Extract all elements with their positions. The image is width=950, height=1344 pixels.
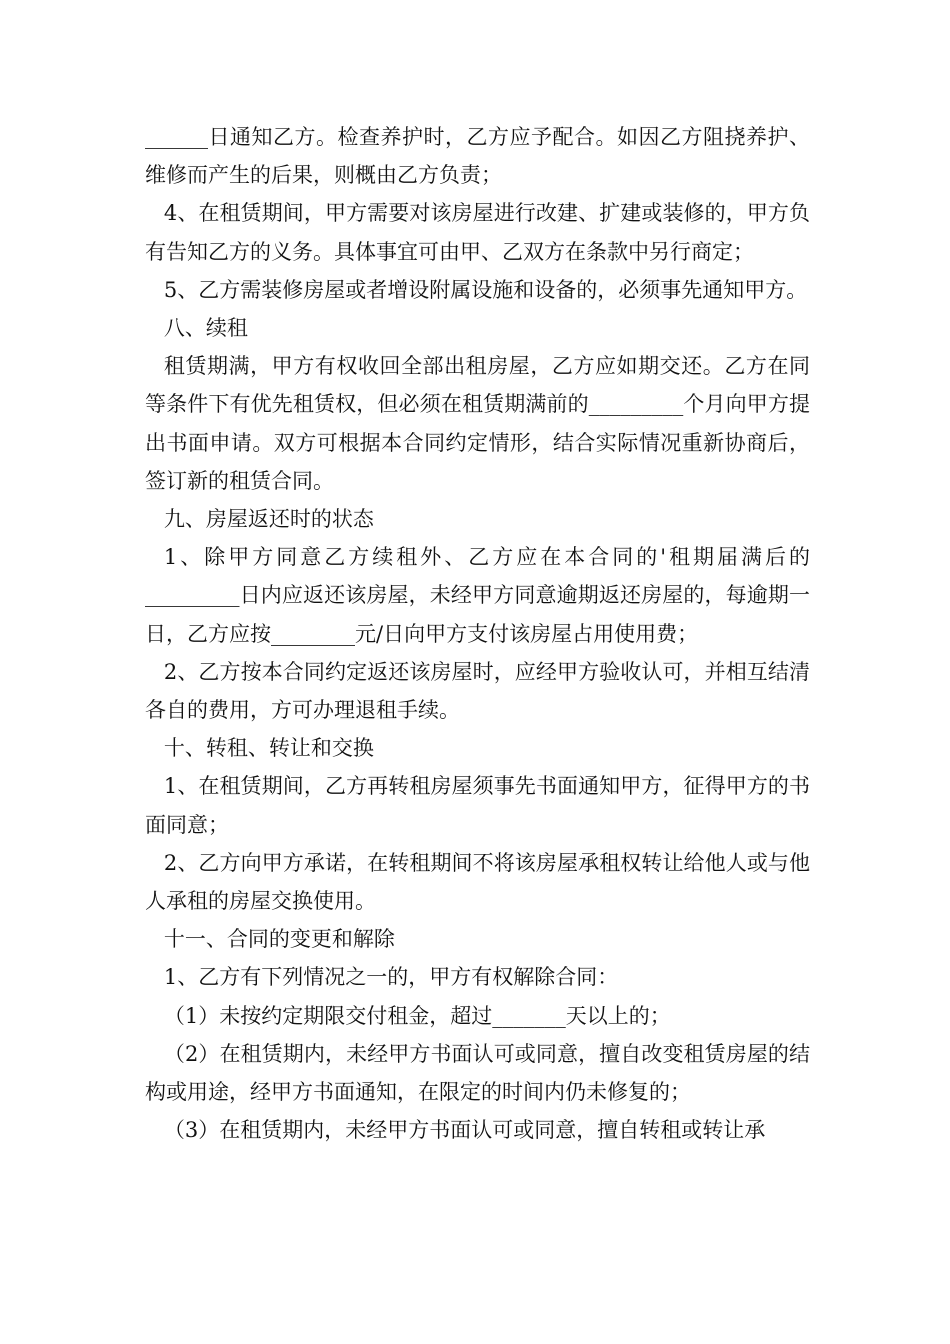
paragraph-termination-item-3: （3）在租赁期内，未经甲方书面认可或同意，擅自转租或转让承 (163, 1118, 766, 1143)
paragraph-clause-4-renovation: 4、在租赁期间，甲方需要对该房屋进行改建、扩建或装修的，甲方负有告知乙方的义务。具体事宜可由甲、乙双方在条款中另行商定； (145, 201, 810, 264)
paragraph-termination-item-2: （2）在租赁期内，未经甲方书面认可或同意，擅自改变租赁房屋的结构或用途，经甲方书面通知，在限定的时间内仍未修复的； (145, 1041, 810, 1105)
paragraph-termination-item-1: （1）未按约定期限交付租金，超过_______天以上的； (163, 1003, 671, 1028)
paragraph-return-clause-1: 1、除甲方同意乙方续租外、乙方应在本合同的'租期届满后的_________日内应返还该房屋，未经甲方同意逾期返还房屋的，每逾期一日，乙方应按________元/日向甲方支付该房屋占用使用费； (145, 545, 810, 646)
paragraph-renewal-terms: 租赁期满，甲方有权收回全部出租房屋，乙方应如期交还。乙方在同等条件下有优先租赁权，但必须在租赁期满前的_________个月向甲方提出书面申请。双方可根据本合同约定情形，结合实际情况重新协商后，签订新的租赁合同。 (145, 354, 810, 493)
paragraph-sublease-clause-1: 1、在租赁期间，乙方再转租房屋须事先书面通知甲方，征得甲方的书面同意； (145, 774, 810, 837)
section-heading-sublease: 十、转租、转让和交换 (163, 736, 374, 761)
paragraph-return-clause-2: 2、乙方按本合同约定返还该房屋时，应经甲方验收认可，并相互结清各自的费用，方可办理退租手续。 (145, 659, 810, 723)
paragraph-termination-clause-1: 1、乙方有下列情况之一的，甲方有权解除合同： (163, 965, 619, 990)
section-heading-return-state: 九、房屋返还时的状态 (163, 507, 374, 532)
paragraph-maintenance-notice: ______日通知乙方。检查养护时，乙方应予配合。如因乙方阻挠养护、维修而产生的后果，则概由乙方负责； (145, 125, 810, 188)
paragraph-sublease-clause-2: 2、乙方向甲方承诺，在转租期间不将该房屋承租权转让给他人或与他人承租的房屋交换使用。 (145, 850, 810, 914)
paragraph-clause-5-decoration: 5、乙方需装修房屋或者增设附属设施和设备的，必须事先通知甲方。 (163, 277, 808, 302)
section-heading-renewal: 八、续租 (163, 316, 248, 341)
document-body (145, 118, 810, 1149)
section-heading-termination: 十一、合同的变更和解除 (163, 927, 395, 952)
